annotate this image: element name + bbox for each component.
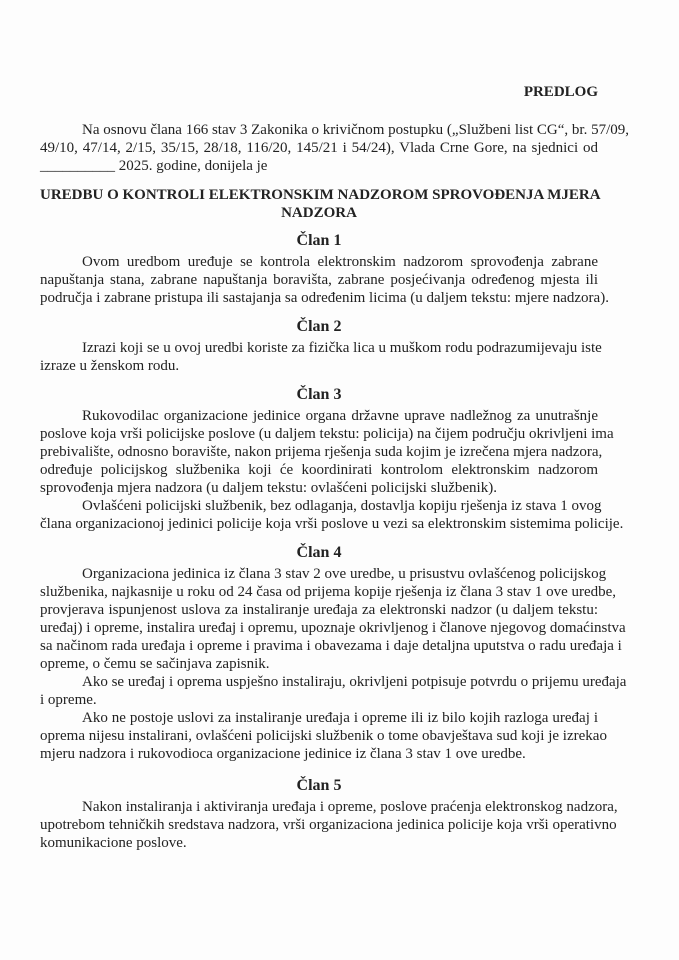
article-line: člana organizacionoj jedinici policije koja vrši poslove u vezi sa elektronskim sistemima policije. [40,516,624,532]
preamble-line: Na osnovu člana 166 stav 3 Zakonika o krivičnom postupku („Službeni list CG“, br. 57/09, [82,122,630,138]
proposal-label: PREDLOG [523,84,598,100]
article-1 [40,232,609,307]
article-line: uređaj) i opreme, instalira uređaj i opremu, upoznaje okrivljenog i članove njegovog domaćinstva [40,620,626,636]
preamble-line: __________ 2025. godine, donijela je [40,158,268,174]
article-line: Ovom uredbom uređuje se kontrola elektronskim nadzorom sprovođenja zabrane [82,254,598,270]
article-line: oprema nijesu instalirani, ovlašćeni policijski službenik o tome obavještava sud koji je izrekao [40,728,607,744]
article-line: područja i zabrane pristupa ili sastajanja sa određenim licima (u daljem tekstu: mjere nadzora). [40,290,609,306]
article-line: i opreme. [40,692,97,708]
article-line: komunikacione poslove. [40,835,187,851]
preamble [40,121,630,175]
preamble-line: 49/10, 47/14, 2/15, 35/15, 28/18, 116/20, 145/21 i 54/24), Vlada Crne Gore, na sjednici od [40,140,598,156]
article-line: Nakon instaliranja i aktiviranja uređaja i opreme, poslove praćenja elektronskog nadzora, [82,799,618,815]
article-line: određuje policijskog službenika koji će koordinirati kontrolom elektronskim nadzorom [40,462,598,478]
title-line: UREDBU O KONTROLI ELEKTRONSKIM NADZOROM SPROVOĐENJA MJERA [40,187,601,203]
article-line: Ako se uređaj i oprema uspješno instaliraju, okrivljeni potpisuje potvrdu o prijemu uređaja [82,674,627,690]
article-line: Ako ne postoje uslovi za instaliranje uređaja i opreme ili iz bilo kojih razloga uređaj i [82,710,598,726]
article-line: mjeru nadzora i rukovodioca organizacione jedinice iz člana 3 stav 1 ove uredbe. [40,746,526,762]
article-line: Organizaciona jedinica iz člana 3 stav 2 ove uredbe, u prisustvu ovlašćenog policijskog [82,566,607,582]
article-heading: Član 4 [296,544,342,561]
article-3 [40,386,624,533]
article-heading: Član 1 [296,232,342,249]
article-line: upotrebom tehničkih sredstava nadzora, vrši organizaciona jedinica policije koja vrši operativno [40,817,617,833]
article-line: Rukovodilac organizacione jedinice organa državne uprave nadležnog za unutrašnje [82,408,598,424]
article-heading: Član 3 [296,386,342,403]
article-line: izraze u ženskom rodu. [40,358,180,374]
article-line: sprovođenja mjera nadzora (u daljem tekstu: ovlašćeni policijski službenik). [40,480,497,496]
article-line: provjerava ispunjenost uslova za instaliranje uređaja za elektronski nadzor (u daljem tekstu: [40,602,598,618]
article-2 [40,318,602,375]
article-heading: Član 5 [296,777,342,794]
article-line: napuštanja stana, zabrane napuštanja boravišta, zabrane posjećivanja određenog mjesta ili [40,272,598,288]
article-line: Izrazi koji se u ovoj uredbi koriste za fizička lica u muškom rodu podrazumijevaju iste [82,340,602,356]
article-line: sa načinom rada uređaja i opreme i pravima i obavezama i daje detaljna uputstva o radu uređaja i [40,638,622,654]
article-line: prebivalište, odnosno boravište, nakon prijema rješenja suda kojim je izrečena mjera nadzora, [40,444,603,460]
article-5 [40,777,618,852]
article-line: poslove koja vrši policijske poslove (u daljem tekstu: policija) na čijem području okrivljeni ima [40,426,614,442]
article-4 [40,544,627,763]
article-line: službenika, najkasnije u roku od 24 časa od prijema kopije rješenja iz člana 3 stav 1 ove uredbe, [40,584,617,600]
article-line: opreme, o čemu se sačinjava zapisnik. [40,656,270,672]
document-title [40,186,601,222]
title-line: NADZORA [281,205,357,221]
article-line: Ovlašćeni policijski službenik, bez odlaganja, dostavlja kopiju rješenja iz stava 1 ovog [82,498,602,514]
article-heading: Član 2 [296,318,342,335]
